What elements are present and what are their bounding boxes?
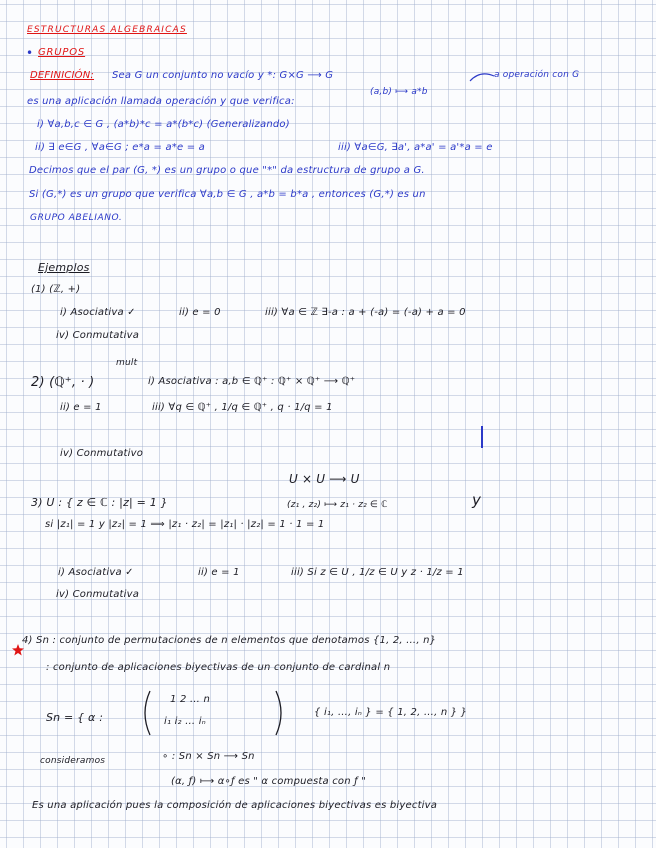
- example3-map-top: U × U ⟶ U: [289, 472, 360, 486]
- definition-say2: Si (G,*) es un grupo que verifica ∀a,b ∈ G , a*b = b*a , entonces (G,*) es un: [29, 189, 426, 200]
- bullet: •: [26, 46, 34, 60]
- example1-associative: i) Asociativa ✓: [60, 307, 136, 318]
- example3-heading: 3) U : { z ∈ ℂ : |z| = 1 }: [31, 496, 168, 509]
- page-title: ESTRUCTURAS ALGEBRAICAS: [27, 25, 187, 35]
- property-inverse: iii) ∀a∈G, ∃a', a*a' = a'*a = e: [338, 142, 493, 153]
- example4-map: (α, ƒ) ⟼ α∘ƒ es " α compuesta con ƒ ": [171, 776, 367, 787]
- definition-say1: Decimos que el par (G, *) es un grupo o que "*" da estructura de grupo a G.: [29, 165, 425, 176]
- example4-line2: : conjunto de aplicaciones biyectivas de un conjunto de cardinal n: [46, 662, 391, 673]
- example3-commutative: iv) Conmutativa: [56, 589, 140, 600]
- definition-line1: Sea G un conjunto no vacío y *: G×G ⟶ G: [112, 70, 334, 81]
- example1-heading: (1) (ℤ, +): [31, 284, 81, 295]
- text-cursor-mark: [478, 424, 486, 450]
- example1-commutative: iv) Conmutativa: [56, 330, 140, 341]
- example3-map-bottom: (z₁ , z₂) ⟼ z₁ · z₂ ∈ ℂ: [287, 500, 388, 510]
- example4-sn: Sn = { α :: [46, 711, 104, 724]
- definition-map: (a,b) ⟼ a*b: [370, 87, 428, 97]
- example2-associative: i) Asociativa : a,b ∈ ℚ⁺ : ℚ⁺ × ℚ⁺ ⟶ ℚ⁺: [148, 376, 356, 387]
- definition-line2: es una aplicación llamada operación y que verifica:: [27, 96, 295, 107]
- example2-identity: ii) e = 1: [60, 402, 102, 413]
- examples-heading: Ejemplos: [38, 261, 90, 274]
- example3-identity: ii) e = 1: [198, 567, 240, 578]
- section-heading: GRUPOS: [38, 47, 86, 58]
- example1-inverse: iii) ∀a ∈ ℤ ∃-a : a + (-a) = (-a) + a = 0: [265, 307, 466, 318]
- example4-consider: consideramos: [40, 756, 106, 766]
- example3-associative: i) Asociativa ✓: [58, 567, 134, 578]
- example2-heading: 2) (ℚ⁺, · ): [31, 375, 95, 390]
- definition-say3: GRUPO ABELIANO.: [30, 213, 123, 223]
- definition-note: a operación con G: [494, 70, 580, 80]
- example4-matrix-bottom: i₁ i₂ … iₙ: [164, 716, 206, 727]
- example4-heading: 4) Sn : conjunto de permutaciones de n elementos que denotamos {1, 2, …, n}: [22, 635, 437, 646]
- example3-condition: si |z₁| = 1 y |z₂| = 1 ⟹ |z₁ · z₂| = |z₁| · |z₂| = 1 · 1 = 1: [45, 519, 325, 530]
- example1-identity: ii) e = 0: [179, 307, 221, 318]
- example4-operation: ∘ : Sn × Sn ⟶ Sn: [162, 751, 255, 762]
- property-associative: i) ∀a,b,c ∈ G , (a*b)*c = a*(b*c) (Generalizando): [37, 119, 290, 130]
- example2-commutative: iv) Conmutativo: [60, 448, 144, 459]
- permutation-matrix-brackets: [140, 688, 288, 738]
- example4-last: Es una aplicación pues la composición de aplicaciones biyectivas es biyectiva: [32, 800, 438, 811]
- example2-inverse: iii) ∀q ∈ ℚ⁺ , 1/q ∈ ℚ⁺ , q · 1/q = 1: [152, 402, 333, 413]
- definition-label: DEFINICIÓN:: [30, 70, 95, 81]
- example4-matrix-top: 1 2 … n: [170, 694, 210, 705]
- example2-mult-note: mult: [116, 358, 138, 368]
- example3-y: y: [472, 491, 482, 509]
- property-identity: ii) ∃ e∈G , ∀a∈G ; e*a = a*e = a: [35, 142, 205, 153]
- example3-inverse: iii) Si z ∈ U , 1/z ∈ U y z · 1/z = 1: [291, 567, 464, 578]
- example4-set: { i₁, …, iₙ } = { 1, 2, …, n } }: [314, 707, 468, 718]
